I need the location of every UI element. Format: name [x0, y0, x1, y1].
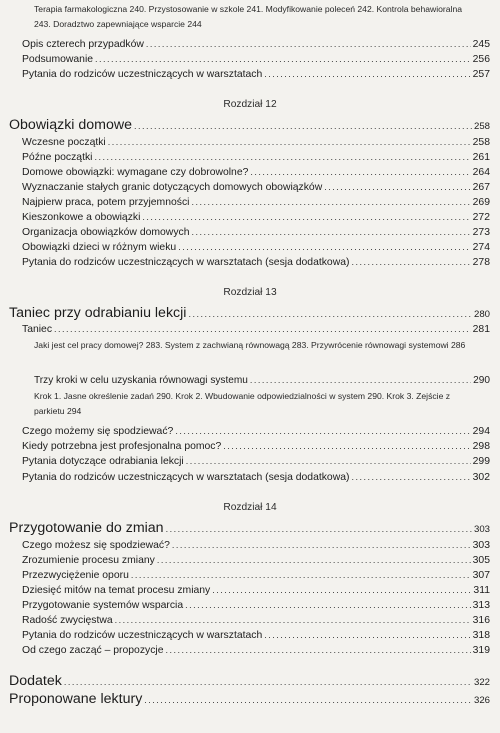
toc-entry — [22, 195, 490, 210]
chapter-title: Taniec przy odrabianiu lekcji — [9, 305, 187, 321]
entry-title: Taniec — [22, 324, 53, 335]
entry-page: 316 — [472, 615, 490, 626]
toc-entry — [22, 583, 490, 598]
entry-page: 322 — [473, 677, 490, 688]
entry-page: 303 — [472, 540, 490, 551]
entry-title: Pytania do rodziców uczestniczących w warsztatach (sesja dodatkowa) — [22, 257, 350, 268]
dot-leader — [166, 643, 471, 658]
entry-title: Pytania dotyczące odrabiania lekcji — [22, 456, 184, 467]
entry-page: 272 — [472, 212, 490, 223]
entry-title: Opis czterech przypadków — [22, 39, 144, 50]
entry-title: Najpierw praca, potem przyjemności — [22, 197, 190, 208]
dot-leader — [178, 240, 470, 255]
entry-page: 274 — [472, 242, 490, 253]
chapter-title-entry — [9, 672, 490, 692]
chapter-title: Przygotowanie do zmian — [9, 520, 164, 536]
toc-entry — [22, 424, 490, 439]
entry-title: Organizacja obowiązków domowych — [22, 227, 190, 238]
entry-page: 245 — [472, 39, 490, 50]
toc-entry — [22, 165, 490, 180]
dot-leader — [351, 470, 470, 485]
entry-page: 326 — [473, 695, 490, 706]
entry-title: Przezwyciężenie oporu — [22, 570, 129, 581]
toc-entry — [22, 52, 490, 67]
entry-page: 258 — [472, 137, 490, 148]
entry-page: 264 — [472, 167, 490, 178]
dot-leader — [351, 255, 470, 270]
entry-page: 299 — [472, 456, 490, 467]
dot-leader — [188, 305, 472, 323]
entry-title: Pytania do rodziców uczestniczących w warsztatach — [22, 69, 263, 80]
dot-leader — [185, 598, 471, 613]
entry-page: 267 — [472, 182, 490, 193]
chapter-heading: Rozdział 14 — [223, 502, 277, 513]
chapter-title: Proponowane lektury — [9, 691, 143, 707]
chapter-title-entry — [9, 304, 490, 324]
entry-page: 305 — [472, 555, 490, 566]
entry-title: Kiedy potrzebna jest profesjonalna pomoc? — [22, 441, 222, 452]
dot-leader — [186, 454, 471, 469]
chapter-heading: Rozdział 12 — [223, 99, 277, 110]
dot-leader — [108, 135, 471, 150]
entry-title: Wyznaczanie stałych granic dotyczących domowych obowiązków — [22, 182, 323, 193]
dot-leader — [95, 52, 471, 67]
chapter-heading: Rozdział 13 — [223, 287, 277, 298]
toc-entry — [22, 225, 490, 240]
toc-entry — [22, 180, 490, 195]
subtopics-note: Jaki jest cel pracy domowej? 283. System z zachwianą równowagą 283. Przywrócenie równowagi systemowi 286 — [34, 340, 466, 350]
dot-leader — [64, 673, 472, 691]
entry-page: 273 — [472, 227, 490, 238]
entry-title: Radość zwycięstwa — [22, 615, 113, 626]
toc-entry — [22, 598, 490, 613]
dot-leader — [250, 165, 470, 180]
toc-entry — [22, 67, 490, 82]
entry-title: Obowiązki dzieci w różnym wieku — [22, 242, 177, 253]
entry-page: 257 — [472, 69, 490, 80]
dot-leader — [324, 180, 470, 195]
subtopics-note: Krok 1. Jasne określenie zadań 290. Krok 2. Wbudowanie odpowiedzialności w system 290. Krok 3. Zejście z parkietu 294 — [34, 391, 451, 416]
entry-page: 319 — [472, 645, 490, 656]
toc-entry — [22, 439, 490, 454]
entry-title: Zrozumienie procesu zmiany — [22, 555, 155, 566]
entry-page: 280 — [473, 309, 490, 320]
dot-leader — [223, 439, 470, 454]
entry-title: Późne początki — [22, 152, 93, 163]
toc-entry — [22, 538, 490, 553]
entry-title: Pytania do rodziców uczestniczących w warsztatach — [22, 630, 263, 641]
entry-page: 307 — [472, 570, 490, 581]
chapter-title: Dodatek — [9, 673, 62, 689]
dot-leader — [191, 225, 470, 240]
entry-page: 303 — [473, 524, 490, 535]
toc-entry — [22, 470, 490, 485]
dot-leader — [166, 520, 472, 538]
toc-entry — [22, 454, 490, 469]
chapter-title-entry — [9, 116, 490, 136]
dot-leader — [146, 37, 471, 52]
subtopics-note: Terapia farmakologiczna 240. Przystosowanie w szkole 241. Modyfikowanie poleceń 242. Kontrola behawioralna 243. Doradztwo zapewniające wsparcie 244 — [34, 4, 463, 29]
entry-page: 256 — [472, 54, 490, 65]
chapter-title-entry — [9, 519, 490, 539]
dot-leader — [142, 210, 470, 225]
dot-leader — [191, 195, 470, 210]
entry-title: Pytania do rodziców uczestniczących w warsztatach (sesja dodatkowa) — [22, 472, 350, 483]
toc-entry — [22, 322, 490, 337]
chapter-title: Obowiązki domowe — [9, 117, 133, 133]
toc-entry — [22, 628, 490, 643]
entry-page: 281 — [472, 324, 490, 335]
toc-entry — [22, 568, 490, 583]
toc-entry — [22, 150, 490, 165]
entry-title: Czego możesz się spodziewać? — [22, 540, 170, 551]
entry-page: 294 — [472, 426, 490, 437]
entry-page: 302 — [472, 472, 490, 483]
entry-title: Podsumowanie — [22, 54, 94, 65]
dot-leader — [264, 628, 470, 643]
dot-leader — [94, 150, 470, 165]
dot-leader — [157, 553, 471, 568]
dot-leader — [172, 538, 471, 553]
toc-entry — [22, 255, 490, 270]
toc-subentry — [34, 373, 490, 388]
entry-title: Przygotowanie systemów wsparcia — [22, 600, 184, 611]
entry-page: 261 — [472, 152, 490, 163]
entry-page: 311 — [473, 585, 490, 596]
dot-leader — [212, 583, 471, 598]
entry-title: Kieszonkowe a obowiązki — [22, 212, 141, 223]
entry-page: 278 — [472, 257, 490, 268]
entry-title: Od czego zacząć – propozycje — [22, 645, 164, 656]
entry-title: Wczesne początki — [22, 137, 106, 148]
toc-entry — [22, 240, 490, 255]
entry-title: Domowe obowiązki: wymagane czy dobrowolne? — [22, 167, 249, 178]
entry-page: 313 — [472, 600, 490, 611]
entry-title: Czego możemy się spodziewać? — [22, 426, 174, 437]
toc-entry — [22, 553, 490, 568]
entry-page: 258 — [473, 121, 490, 132]
toc-entry — [22, 37, 490, 52]
dot-leader — [250, 373, 471, 388]
toc-entry — [22, 135, 490, 150]
dot-leader — [175, 424, 470, 439]
entry-page: 269 — [472, 197, 490, 208]
toc-entry — [22, 210, 490, 225]
dot-leader — [54, 322, 471, 337]
dot-leader — [131, 568, 471, 583]
toc-entry — [22, 643, 490, 658]
entry-page: 290 — [473, 375, 490, 386]
entry-page: 318 — [472, 630, 490, 641]
entry-title: Trzy kroki w celu uzyskania równowagi systemu — [34, 375, 248, 386]
chapter-title-entry — [9, 690, 490, 710]
dot-leader — [134, 117, 472, 135]
dot-leader — [115, 613, 471, 628]
entry-title: Dziesięć mitów na temat procesu zmiany — [22, 585, 211, 596]
dot-leader — [264, 67, 470, 82]
entry-page: 298 — [472, 441, 490, 452]
toc-entry — [22, 613, 490, 628]
dot-leader — [144, 691, 472, 709]
